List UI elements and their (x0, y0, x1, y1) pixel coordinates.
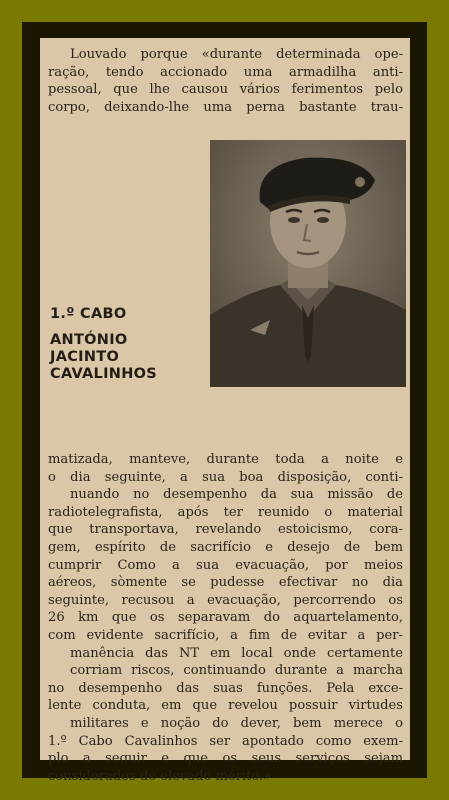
intro-paragraph (48, 46, 403, 116)
body-line: gem, espírito de sacrifício e desejo de bem (48, 539, 403, 555)
body-line: 26 km que os separavam do aquartelamento, (48, 610, 403, 626)
portrait-photo (210, 140, 406, 387)
body-line: matizada, manteve, durante toda a noite e (48, 452, 403, 467)
body-line: com evidente sacrifício, a fim de evitar a per- (48, 627, 403, 643)
caption-name-line: ANTÓNIO (50, 332, 128, 348)
body-line: 1.º Cabo Cavalinhos ser apontado como exem- (48, 733, 403, 749)
portrait-illustration (210, 140, 406, 387)
intro-line: ração, tendo accionado uma armadilha anti- (48, 64, 403, 80)
body-line: militares e noção do dever, bem merece o (70, 715, 403, 731)
caption-name-line: JACINTO (50, 349, 120, 365)
newspaper-clipping (40, 38, 410, 784)
intro-line: corpo, deixando-lhe uma perna bastante trau- (48, 99, 403, 115)
body-line: plo a seguir e que os seus serviços sejam (48, 751, 403, 767)
body-line: cumprir Como a sua evacuação, por meios (48, 557, 403, 573)
body-line: nuando no desempenho da sua missão de (70, 487, 403, 503)
body-line: aéreos, sòmente se pudesse efectivar no dia (48, 575, 403, 591)
body-line: radiotelegrafista, após ter reunido o material (48, 504, 403, 520)
intro-line: Louvado porque «durante determinada ope- (70, 47, 403, 62)
body-paragraph (48, 451, 403, 785)
body-line: considerados de elevado mérito.» (48, 768, 272, 784)
body-line: lente conduta, em que revelou possuir virtudes (48, 698, 403, 714)
body-line: que transportava, revelando estoicismo, cora- (48, 522, 403, 538)
caption (50, 306, 157, 383)
caption-rank: 1.º CABO (50, 306, 127, 322)
body-line: o dia seguinte, a sua boa disposição, conti- (48, 469, 403, 485)
intro-line: pessoal, que lhe causou vários ferimentos pelo (48, 82, 403, 98)
body-line: seguinte, recusou a evacuação, percorrendo os (48, 592, 403, 608)
caption-name-line: CAVALINHOS (50, 366, 158, 382)
body-line: corriam riscos, continuando durante a marcha (70, 663, 403, 679)
body-line: manência das NT em local onde certamente (70, 645, 403, 661)
body-line: no desempenho das suas funções. Pela exce- (48, 680, 403, 696)
